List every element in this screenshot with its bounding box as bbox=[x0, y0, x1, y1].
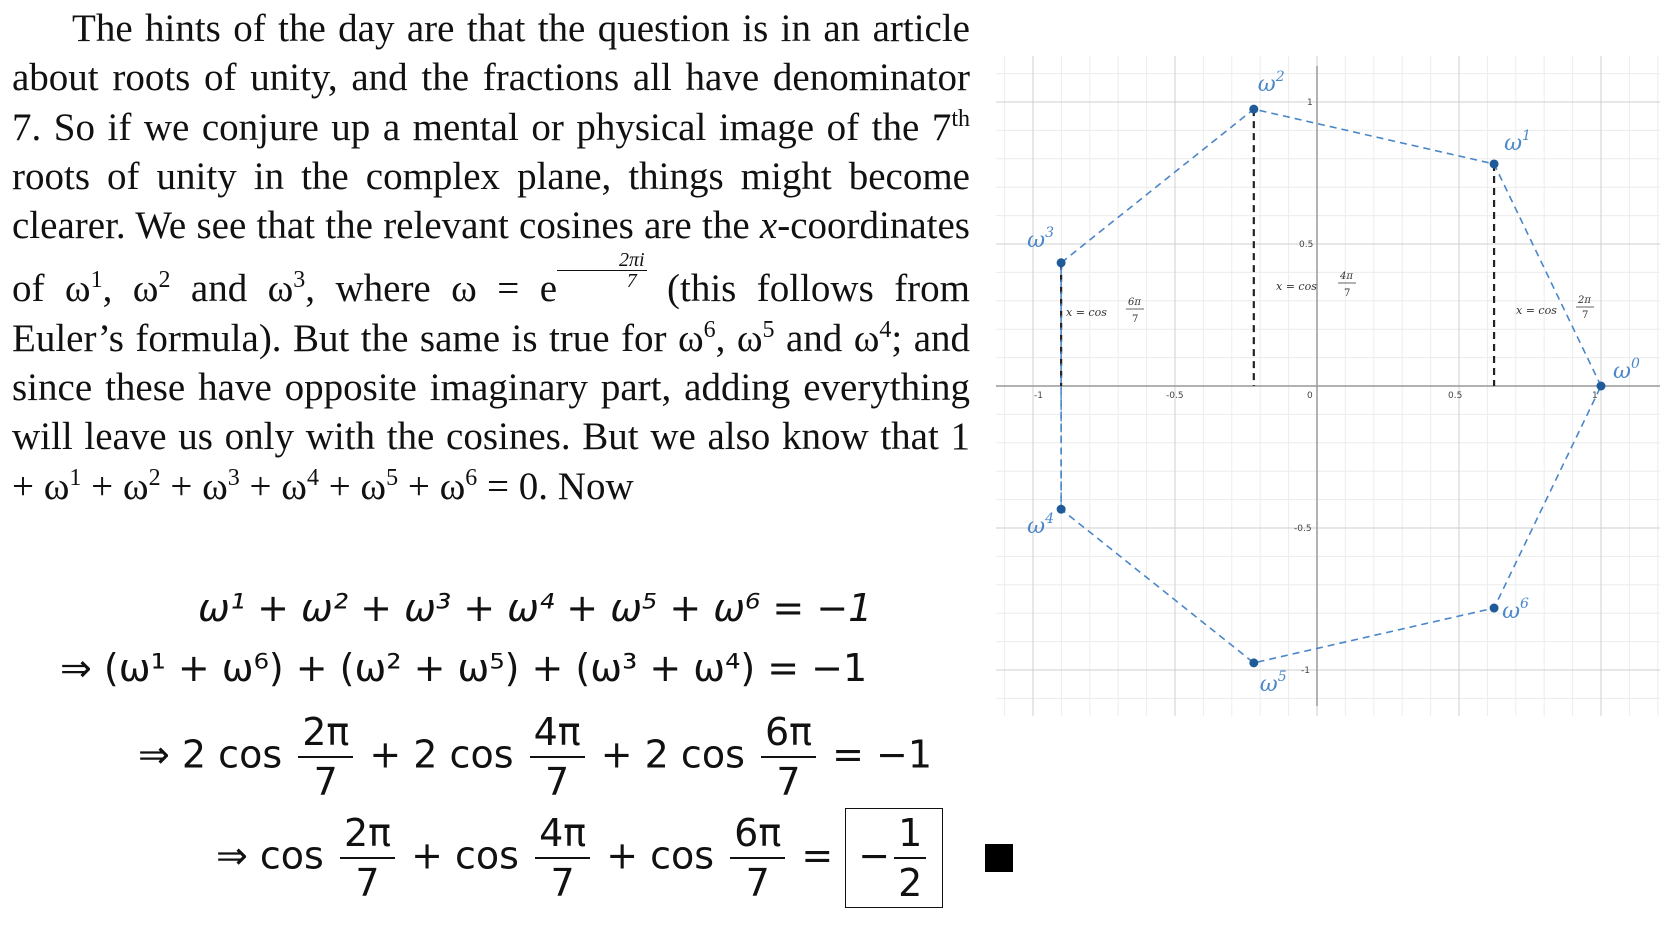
svg-text:x = cos: x = cos bbox=[1066, 306, 1107, 319]
equation-line-1: ω¹ + ω² + ω³ + ω⁴ + ω⁵ + ω⁶ = −1 bbox=[198, 586, 873, 630]
tick-label-x-0: 0 bbox=[1307, 391, 1313, 401]
svg-text:4π: 4π bbox=[1340, 271, 1353, 282]
svg-text:7: 7 bbox=[1582, 310, 1589, 321]
root-point-w1 bbox=[1490, 159, 1499, 168]
root-label-exponent: 2 bbox=[1275, 69, 1285, 86]
root-point-w5 bbox=[1249, 658, 1258, 667]
exponent-fraction: $\frac{2\pi i}{7}$ bbox=[557, 250, 647, 291]
fraction-4pi-7: $\frac{4\pi}{7}$ bbox=[530, 710, 585, 804]
cos-label-2pi7 bbox=[1516, 295, 1594, 321]
root-point-w6 bbox=[1490, 604, 1499, 613]
fraction-4pi-7: $\frac{4\pi}{7}$ bbox=[535, 811, 590, 905]
tick-label-y-neg1: -1 bbox=[1301, 666, 1310, 676]
root-point-w0 bbox=[1597, 382, 1606, 391]
tick-label-x-neg05: -0.5 bbox=[1166, 391, 1184, 401]
root-point-w2 bbox=[1249, 105, 1258, 114]
root-label-w3: $\omega^3$ bbox=[1027, 224, 1054, 253]
tick-label-y-1: 1 bbox=[1307, 98, 1313, 108]
root-label-w0: $\omega^0$ bbox=[1613, 356, 1640, 384]
explanation-paragraph: The hints of the day are that the question is in an article about roots of unity, and the fractions all have denominator 7. So if we conjure up a mental or physical image of the 7th roots of unity in the complex plane, things might become clearer. We see that the relevant cosines are the x-coordinates of $\omega^1$, $\omega^2$ and $\omega^3$, where ω = e $\frac{2\pi i}{7}$ (this follows from Euler’s formula). But the same is true for $\omega^6$, $\omega^5$ and $\omega^4$; and since these have opposite imaginary part, adding everything will leave us only with the cosines. But we also know that $1 + \omega^1 + \omega^2 + \omega^3 + \omega^4 + \omega^5 + \omega^6 = 0$. Now bbox=[12, 7, 971, 508]
svg-text:x = cos: x = cos bbox=[1276, 280, 1317, 293]
root-label-exponent: 6 bbox=[1520, 596, 1529, 613]
root-label-exponent: 0 bbox=[1630, 356, 1640, 372]
fraction-2pi-7: $\frac{2\pi}{7}$ bbox=[298, 710, 353, 804]
root-label-w5: $\omega^5$ bbox=[1259, 668, 1287, 697]
root-label-w2: $\omega^2$ bbox=[1257, 69, 1285, 98]
tick-label-y-05: 0.5 bbox=[1299, 240, 1314, 250]
equation-line-3: ⇒ 2 cos $\frac{2\pi}{7}$ + 2 cos $\frac{4\pi}{7}$ + 2 cos $\frac{6\pi}{7}$ = −1 bbox=[138, 710, 933, 804]
svg-text:2π: 2π bbox=[1578, 295, 1591, 306]
svg-text:6π: 6π bbox=[1128, 297, 1141, 308]
text-column bbox=[12, 0, 970, 511]
boxed-result: − $\frac{1}{2}$ bbox=[845, 808, 943, 908]
tick-label-x-1: 1 bbox=[1592, 391, 1598, 401]
svg-text:7: 7 bbox=[1344, 288, 1351, 299]
svg-text:7: 7 bbox=[1132, 314, 1139, 325]
root-point-w3 bbox=[1057, 258, 1066, 267]
tick-label-x-neg1: -1 bbox=[1034, 391, 1043, 401]
root-label-exponent: 4 bbox=[1045, 511, 1054, 528]
roots-of-unity-plot bbox=[996, 56, 1660, 716]
equation-line-4: ⇒ cos $\frac{2\pi}{7}$ + cos $\frac{4\pi}{7}$ + cos $\frac{6\pi}{7}$ = − $\frac{1}{2}$ bbox=[216, 808, 1013, 908]
root-point-w4 bbox=[1057, 505, 1066, 514]
fraction-6pi-7: $\frac{6\pi}{7}$ bbox=[761, 710, 816, 804]
tick-label-y-neg05: -0.5 bbox=[1294, 524, 1312, 534]
tick-label-x-05: 0.5 bbox=[1448, 391, 1463, 401]
fraction-1-2: $\frac{1}{2}$ bbox=[894, 811, 926, 905]
fraction-6pi-7: $\frac{6\pi}{7}$ bbox=[730, 811, 785, 905]
root-label-w4: $\omega^4$ bbox=[1027, 511, 1054, 540]
root-label-w6: $\omega^6$ bbox=[1502, 596, 1529, 625]
root-labels bbox=[1027, 69, 1640, 697]
root-label-exponent: 3 bbox=[1045, 224, 1054, 241]
root-label-w1: $\omega^1$ bbox=[1504, 127, 1531, 156]
fraction-2pi-7: $\frac{2\pi}{7}$ bbox=[340, 811, 395, 905]
equation-line-2: ⇒ (ω¹ + ω⁶) + (ω² + ω⁵) + (ω³ + ω⁴) = −1 bbox=[60, 646, 868, 690]
svg-text:x = cos: x = cos bbox=[1516, 304, 1557, 317]
root-label-exponent: 1 bbox=[1522, 127, 1531, 144]
qed-square-icon bbox=[985, 844, 1013, 872]
cos-label-4pi7 bbox=[1276, 271, 1356, 299]
root-label-exponent: 5 bbox=[1277, 668, 1287, 685]
